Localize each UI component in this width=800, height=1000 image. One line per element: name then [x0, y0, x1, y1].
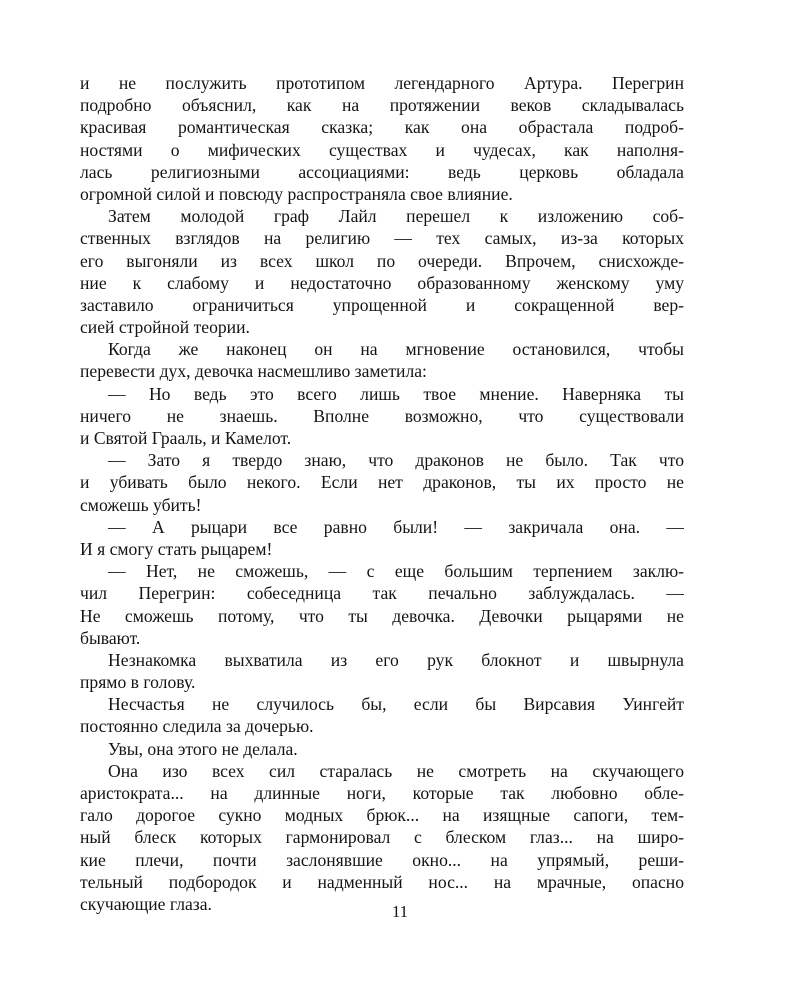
text-line: ние к слабому и недостаточно образованному женскому уму [80, 272, 684, 293]
text-line: перевести дух, девочка насмешливо заметила: [80, 361, 427, 382]
text-line: и не послужить прототипом легендарного Артура. Перегрин [80, 73, 684, 93]
text-line: подробно объяснил, как на протяжении веков складывалась [80, 95, 684, 116]
text-line: и Святой Грааль, и Камелот. [80, 428, 292, 448]
text-line: огромной силой и повсюду распространяла свое влияние. [80, 183, 513, 204]
text-line: лась религиозными ассоциациями: ведь церковь обладала [80, 161, 684, 182]
text-line: бывают. [80, 627, 141, 648]
text-line: Не сможешь потому, что ты девочка. Девочки рыцарями не [80, 605, 684, 626]
text-line: ничего не знаешь. Вполне возможно, что существовали [80, 405, 684, 426]
text-line: Незнакомка выхватила из его рук блокнот и швырнула [108, 649, 684, 670]
text-line: заставило ограничиться упрощенной и сокращенной вер- [80, 294, 684, 315]
text-line: И я смогу стать рыцарем! [80, 538, 273, 559]
text-line: тельный подбородок и надменный нос... на мрачные, опасно [80, 871, 684, 892]
text-line: прямо в голову. [80, 672, 196, 693]
text-line: чил Перегрин: собеседница так печально заблуждалась. — [80, 583, 684, 604]
text-line: Когда же наконец он на мгновение остановился, чтобы [108, 339, 684, 360]
text-line: кие плечи, почти заслонявшие окно... на упрямый, реши- [80, 849, 684, 870]
text-line: ностями о мифических существах и чудесах, как наполня- [80, 139, 684, 160]
text-line: сможешь убить! [80, 494, 202, 515]
text-line: красивая романтическая сказка; как она обрастала подроб- [80, 117, 684, 138]
text-line: Несчастья не случилось бы, если бы Вирсавия Уингейт [108, 694, 684, 715]
text-line: и убивать было некого. Если нет драконов, ты их просто не [80, 472, 684, 493]
text-line: его выгоняли из всех школ по очереди. Впрочем, снисхожде- [80, 250, 684, 271]
text-line: Увы, она этого не делала. [108, 738, 298, 759]
text-line: ственных взглядов на религию — тех самых, из-за которых [80, 228, 684, 249]
page-text [80, 72, 684, 915]
text-line: — Нет, не сможешь, — с еще большим терпением заклю- [108, 561, 684, 582]
text-line: аристократа... на длинные ноги, которые так любовно обле- [80, 783, 684, 803]
text-line: — Зато я твердо знаю, что драконов не было. Так что [108, 450, 684, 471]
text-line: — А рыцари все равно были! — закричала она. — [108, 516, 684, 537]
text-line: ный блеск которых гармонировал с блеском глаз... на широ- [80, 827, 684, 848]
text-line: скучающие глаза. [80, 893, 212, 914]
text-line: — Но ведь это всего лишь твое мнение. Наверняка ты [108, 383, 684, 404]
text-line: гало дорогое сукно модных брюк... на изящные сапоги, тем- [80, 805, 684, 826]
text-line: сией стройной теории. [80, 317, 250, 338]
text-line: Она изо всех сил старалась не смотреть на скучающего [108, 760, 684, 781]
page-number: 11 [391, 902, 409, 921]
text-line: постоянно следила за дочерью. [80, 716, 314, 737]
text-line: Затем молодой граф Лайл перешел к изложению соб- [108, 206, 684, 227]
